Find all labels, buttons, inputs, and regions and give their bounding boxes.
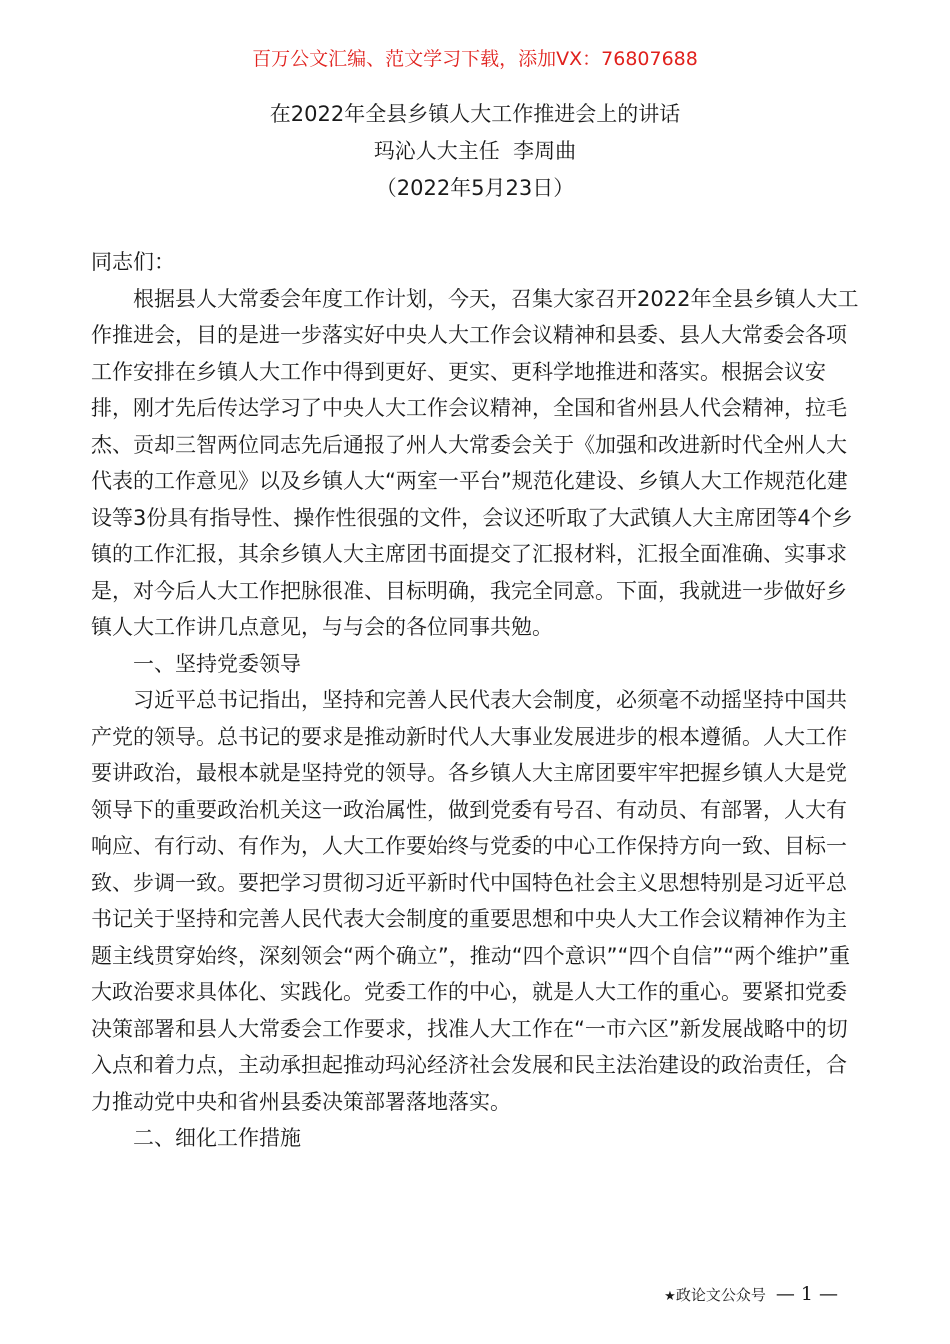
page-footer	[664, 1279, 838, 1312]
document-body	[91, 244, 865, 1157]
speech-title: 在2022年全县乡镇人大工作推进会上的讲话	[269, 102, 681, 126]
salutation: 同志们：	[91, 250, 175, 274]
watermark-banner: 百万公文汇编、范文学习下载，添加VX：76807688	[252, 48, 698, 70]
title-block	[0, 96, 950, 207]
page-number: — 1 —	[775, 1283, 838, 1305]
paragraph-section-1: 习近平总书记指出，坚持和完善人民代表大会制度，必须毫不动摇坚持中国共产党的领导。总书记的要求是推动新时代人大事业发展进步的根本遵循。人大工作要讲政治，最根本就是坚持党的领导。各乡镇人大主席团要牢牢把握乡镇人大是党领导下的重要政治机关这一政治属性，做到党委有号召、有动员、有部署，人大有响应、有行动、有作为，人大工作要始终与党委的中心工作保持方向一致、目标一致、步调一致。要把学习贯彻习近平新时代中国特色社会主义思想特别是习近平总书记关于坚持和完善人民代表大会制度的重要思想和中央人大工作会议精神作为主题主线贯穿始终，深刻领会“两个确立”，推动“四个意识”“四个自信”“两个维护”重大政治要求具体化、实践化。党委工作的中心，就是人大工作的重心。要紧扣党委决策部署和县人大常委会工作要求，找准人大工作在“一市六区”新发展战略中的切入点和着力点，主动承担起推动玛沁经济社会发展和民主法治建设的政治责任，合力推动党中央和省州县委决策部署落地落实。	[91, 688, 851, 1114]
section-heading-1: 一、坚持党委领导	[133, 651, 301, 676]
star-icon: ★	[664, 1289, 676, 1304]
paragraph-intro: 根据县人大常委会年度工作计划，今天，召集大家召开2022年全县乡镇人大工作推进会，目的是进一步落实好中央人大工作会议精神和县委、县人大常委会各项工作安排在乡镇人大工作中得到更好、更实、更科学地推进和落实。根据会议安排，刚才先后传达学习了中央人大工作会议精神，全国和省州县人代会精神，拉毛杰、贡却三智两位同志先后通报了州人大常委会关于《加强和改进新时代全州人大代表的工作意见》以及乡镇人大“两室一平台”规范化建设、乡镇人大工作规范化建设等3份具有指导性、操作性很强的文件，会议还听取了大武镇人大主席团等4个乡镇的工作汇报，其余乡镇人大主席团书面提交了汇报材料，汇报全面准确、实事求是，对今后人大工作把脉很准、目标明确，我完全同意。下面，我就进一步做好乡镇人大工作讲几点意见，与与会的各位同事共勉。	[91, 286, 859, 639]
footer-source: 政论文公众号	[675, 1286, 766, 1304]
section-heading-2: 二、细化工作措施	[133, 1126, 301, 1150]
speech-author: 玛沁人大主任 李周曲	[373, 139, 577, 163]
speech-date: （2022年5月23日）	[375, 176, 575, 200]
